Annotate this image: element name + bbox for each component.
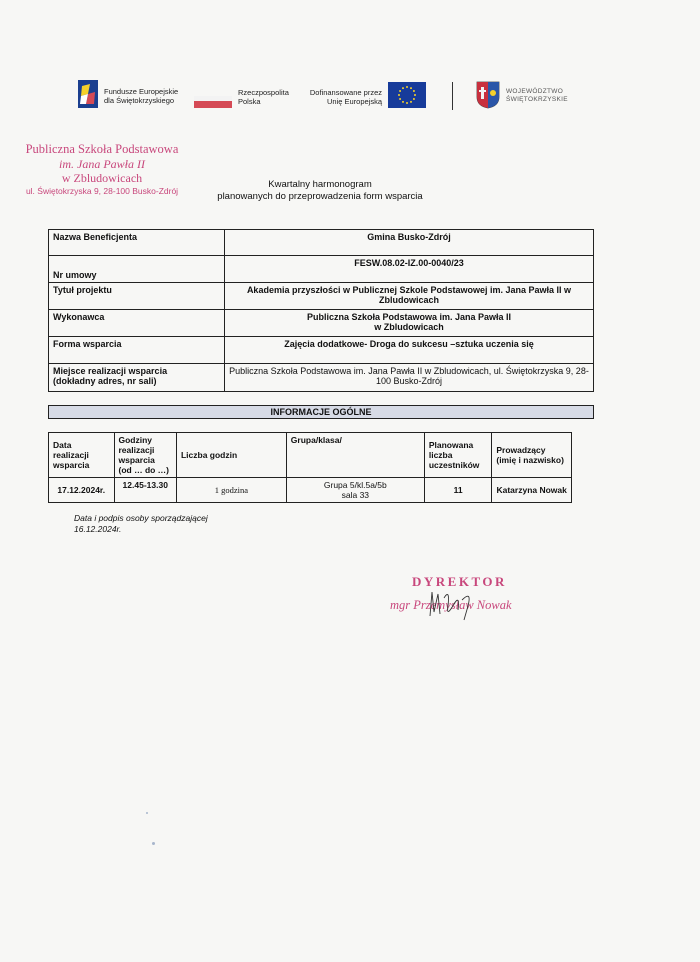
eu-star-icon [406,86,408,88]
title-line-1: Kwartalny harmonogram [268,179,372,190]
table-row [49,283,594,310]
stamp-line-1: Publiczna Szkoła Podstawowa [25,142,179,156]
eu-cofinance-label: Dofinansowane przez Unię Europejską [309,88,382,106]
prepared-by-note [74,513,208,535]
eu-star-icon [406,102,408,104]
table-row [49,230,594,256]
eu-star-icon [413,90,415,92]
fundusze-europejskie-label: Fundusze Europejskie dla Świętokrzyskiego [104,87,179,105]
scan-mark [152,842,155,845]
eu-star-icon [410,101,412,103]
detail-label: Nazwa Beneficjenta [49,230,225,256]
eu-star-icon [399,98,401,100]
wojewodztwo-label: WOJEWÓDZTWO ŚWIĘTOKRZYSKIE [506,88,568,103]
signature-icon [424,586,494,622]
detail-value: FESW.08.02-IZ.00-0040/23 [225,256,594,283]
prepared-label: Data i podpis osoby sporządzającej [74,513,208,523]
detail-value: Zajęcia dodatkowe- Droga do sukcesu –sztuka uczenia się [225,337,594,364]
stamp-line-4: ul. Świętokrzyska 9, 28-100 Busko-Zdrój [25,186,179,196]
fundusze-europejskie-logo-icon [78,80,98,108]
school-stamp [22,142,182,197]
scan-mark [146,812,148,814]
eu-star-icon [402,101,404,103]
table-row [49,310,594,337]
table-row [49,364,594,392]
detail-value: Publiczna Szkoła Podstawowa im. Jana Pawła II w Zbludowicach [225,310,594,337]
cell-participants: 11 [424,478,492,503]
cell-group: Grupa 5/kl.5a/5b sala 33 [286,478,424,503]
detail-value: Gmina Busko-Zdrój [225,230,594,256]
header-participants: Planowana liczba uczestników [424,433,492,478]
details-table [48,229,594,392]
rzeczpospolita-label: Rzeczpospolita Polska [238,88,289,106]
logo-bar [78,78,568,118]
table-row [49,256,594,283]
header-date: Data realizacji wsparcia [49,433,115,478]
document-title [200,179,440,203]
cell-count: 1 godzina [176,478,286,503]
stamp-line-3: w Zbludowicach [61,171,143,185]
cell-leader: Katarzyna Nowak [492,478,572,503]
header-count: Liczba godzin [176,433,286,478]
eu-star-icon [398,94,400,96]
eu-star-icon [413,98,415,100]
cell-hours: 12.45-13.30 [114,478,176,503]
table-header-row [49,433,572,478]
detail-value: Akademia przyszłości w Publicznej Szkole Podstawowej im. Jana Pawła II w Zbludowicach [225,283,594,310]
prepared-date: 16.12.2024r. [74,524,122,534]
header-leader: Prowadzący (imię i nazwisko) [492,433,572,478]
eu-star-icon [414,94,416,96]
section-title: INFORMACJE OGÓLNE [48,405,594,419]
title-line-2: planowanych do przeprowadzenia form wsparcia [217,191,423,202]
schedule-table [48,432,572,503]
poland-flag-icon [194,96,232,108]
table-row [49,337,594,364]
eu-star-icon [399,90,401,92]
swietokrzyskie-crest-icon [476,81,500,109]
director-name: mgr Przemysław Nowak [390,598,512,612]
header-group: Grupa/klasa/ [286,433,424,478]
detail-label: Tytuł projektu [49,283,225,310]
cell-date: 17.12.2024r. [49,478,115,503]
eu-flag-icon [388,82,426,108]
director-title: DYREKTOR [412,574,507,589]
detail-value: Publiczna Szkoła Podstawowa im. Jana Pawła II w Zbludowicach, ul. Świętokrzyska 9, 28-100 Busko-Zdrój [225,364,594,392]
detail-label: Forma wsparcia [49,337,225,364]
eu-star-icon [402,87,404,89]
detail-label: Nr umowy [49,256,225,283]
header-hours: Godziny realizacji wsparcia (od … do …) [114,433,176,478]
detail-label: Miejsce realizacji wsparcia (dokładny adres, nr sali) [49,364,225,392]
logo-divider [452,82,453,110]
eu-star-icon [410,87,412,89]
detail-label: Wykonawca [49,310,225,337]
stamp-line-2: im. Jana Pawła II [59,157,145,171]
table-row [49,478,572,503]
